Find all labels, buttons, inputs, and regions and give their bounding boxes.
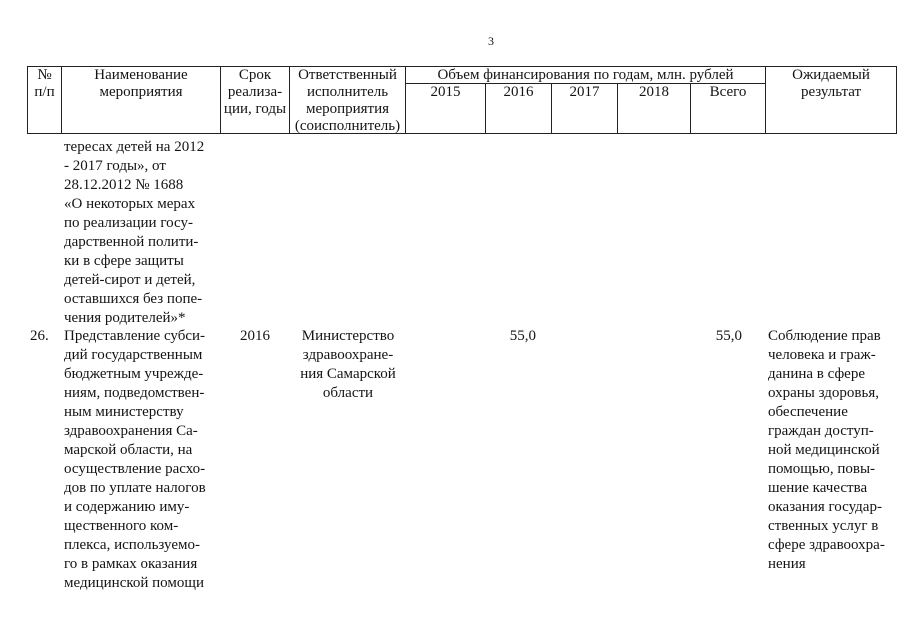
continuation-text: тересах детей на 2012 - 2017 годы», от 28.12.2012 № 1688 «О некоторых мерах по реализации госу- дарственной полити- ки в сфере защиты детей-сирот и детей, оставшихся без попе- чения родителей»* <box>64 139 205 326</box>
header-year-2017: 2017 <box>569 84 600 100</box>
row-26-2016-value: 55,0 <box>509 328 536 344</box>
row-26-result: Соблюдение прав человека и граж- данина в сфере охраны здоровья, обеспечение граждан доступ- ной медицинской помощью, повы- шение качества оказания государ- ственных услуг в сфере здравоохра- нения <box>768 328 885 572</box>
header-term: Срок реализа- ции, годы <box>223 67 287 117</box>
row-26-name: Представление субси- дий государственным бюджетным учрежде- ниям, подведомствен- ным министерству здравоохранения Са- марской области, на осуществление расхо- дов по уплате налогов и содержанию иму- щественного ком- плекса, используемо- го в рамках оказания медицинской помощи <box>64 328 206 591</box>
header-year-2016: 2016 <box>503 84 534 100</box>
row-26-total-value: 55,0 <box>715 328 742 344</box>
page-number: 3 <box>488 34 494 48</box>
row-26-number: 26. <box>30 328 49 344</box>
header-total: Всего <box>709 84 747 100</box>
header-year-2018: 2018 <box>639 84 669 100</box>
row-26-term: 2016 <box>240 328 270 344</box>
header-executor: Ответственный исполнитель мероприятия (соисполнитель) <box>294 67 401 134</box>
header-name: Наименование мероприятия <box>94 67 188 100</box>
header-num: № п/п <box>34 67 55 100</box>
row-26-executor: Министерство здравоохране- ния Самарской области <box>300 328 396 401</box>
header-year-2015: 2015 <box>430 84 461 100</box>
header-result: Ожидаемый результат <box>792 67 870 100</box>
header-funding: Объем финансирования по годам, млн. рублей <box>437 67 734 83</box>
